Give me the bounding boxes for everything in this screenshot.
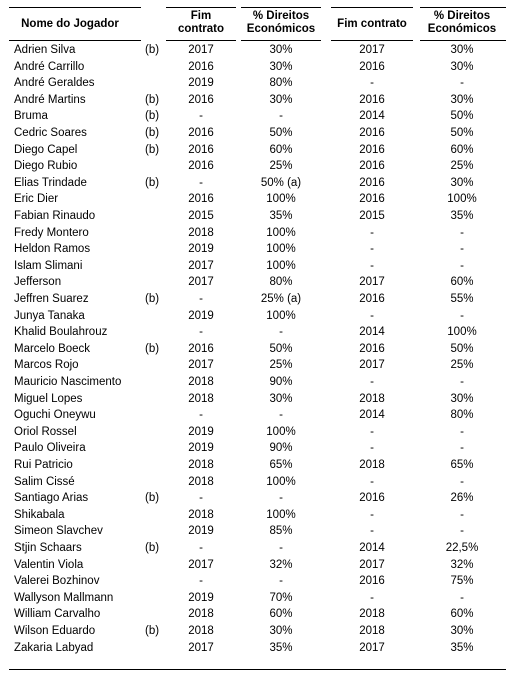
cell-fim2: 2016 — [359, 160, 385, 173]
cell-pct2: 30% — [450, 176, 474, 189]
cell-pct1: 35% — [269, 641, 293, 654]
cell-pct2: 30% — [450, 392, 474, 405]
cell-pct2: - — [460, 591, 464, 604]
cell-fim1: - — [199, 542, 203, 554]
cell-fim2: 2016 — [359, 127, 385, 139]
cell-pct1: 100% — [266, 193, 296, 206]
table-row — [0, 407, 523, 424]
cell-pct1: 50% — [269, 342, 293, 355]
cell-pct1: 100% — [266, 243, 296, 256]
table-row — [0, 142, 523, 159]
cell-pct2: - — [460, 442, 464, 455]
header-fim-contrato-2: Fim contrato — [337, 18, 407, 30]
cell-pct1: 30% — [269, 392, 293, 405]
cell-pct2: 50% — [450, 342, 474, 355]
cell-fim1: 2017 — [188, 558, 214, 571]
cell-fim2: 2014 — [359, 542, 385, 554]
cell-pct2: - — [460, 259, 464, 272]
cell-fim1: 2016 — [188, 143, 214, 156]
cell-fim2: 2016 — [359, 93, 385, 106]
cell-pct2: 35% — [450, 641, 474, 654]
cell-name: Diego Rubio — [14, 160, 78, 173]
cell-pct1: 100% — [266, 475, 296, 488]
table-row — [0, 540, 523, 557]
header-direitos-economicos-1 — [243, 10, 319, 36]
cell-fim1: 2018 — [188, 508, 214, 521]
table-row — [0, 291, 523, 308]
cell-name: Zakaria Labyad — [14, 641, 94, 654]
cell-name: Wallyson Mallmann — [14, 591, 114, 604]
cell-pct1: 80% — [269, 276, 293, 289]
cell-fim1: 2019 — [188, 309, 214, 322]
header-fim-contrato-1-line2: contrato — [178, 23, 224, 35]
cell-pct1: 30% — [269, 93, 293, 106]
cell-pct2: - — [460, 508, 464, 521]
cell-name: Oriol Rossel — [14, 425, 77, 438]
table-bottom-rule — [9, 669, 506, 670]
cell-fim2: 2018 — [359, 392, 385, 405]
cell-name: Khalid Boulahrouz — [14, 326, 108, 339]
cell-fim1: - — [199, 575, 203, 588]
table-row — [0, 42, 523, 59]
cell-pct2: 30% — [450, 60, 474, 73]
cell-pct2: - — [460, 475, 464, 488]
table-row — [0, 623, 523, 640]
cell-name: Fabian Rinaudo — [14, 210, 96, 222]
cell-name: André Geraldes — [14, 77, 95, 90]
header-direitos-economicos-1-line2: Económicos — [246, 23, 316, 35]
cell-pct2: 60% — [450, 143, 474, 156]
cell-fim1: - — [199, 409, 203, 422]
table-row — [0, 391, 523, 408]
table-row — [0, 523, 523, 540]
cell-fim1: - — [199, 176, 203, 189]
table-row — [0, 374, 523, 391]
cell-fim1: 2018 — [188, 392, 214, 405]
cell-pct1: - — [279, 110, 283, 123]
cell-note: (b) — [145, 143, 160, 156]
header-bottom-rule-name — [9, 40, 141, 41]
cell-name: Elias Trindade — [14, 176, 87, 189]
header-top-rule-pct1 — [241, 7, 321, 8]
table-row — [0, 573, 523, 590]
cell-name: Diego Capel — [14, 143, 78, 156]
cell-name: Islam Slimani — [14, 259, 83, 272]
cell-fim2: 2017 — [359, 558, 385, 571]
header-direitos-economicos-2 — [420, 10, 504, 36]
cell-name: Shikabala — [14, 508, 65, 521]
cell-fim2: 2016 — [359, 176, 385, 189]
cell-pct1: 25% — [269, 359, 293, 372]
cell-fim2: 2017 — [359, 44, 385, 56]
cell-fim2: - — [370, 259, 374, 272]
cell-fim2: 2016 — [359, 143, 385, 156]
cell-fim1: 2016 — [188, 60, 214, 73]
cell-pct2: 30% — [450, 44, 474, 56]
cell-pct2: 75% — [450, 575, 474, 588]
cell-fim1: 2018 — [188, 226, 214, 239]
cell-pct1: 100% — [266, 508, 296, 521]
cell-fim2: 2016 — [359, 342, 385, 355]
cell-name: André Carrillo — [14, 60, 85, 73]
cell-pct2: - — [460, 376, 464, 388]
table-row — [0, 75, 523, 92]
cell-pct1: 65% — [269, 459, 293, 471]
cell-pct1: 90% — [269, 442, 293, 455]
cell-note: (b) — [145, 44, 160, 56]
cell-pct1: 100% — [266, 309, 296, 322]
cell-pct2: 30% — [450, 93, 474, 106]
cell-fim2: - — [370, 591, 374, 604]
cell-note: (b) — [145, 492, 160, 505]
cell-pct2: 50% — [450, 110, 474, 123]
cell-pct1: 60% — [269, 608, 293, 621]
cell-pct1: 100% — [266, 425, 296, 438]
table-row — [0, 258, 523, 275]
table-row — [0, 108, 523, 125]
cell-fim1: 2016 — [188, 193, 214, 206]
cell-pct2: - — [460, 77, 464, 90]
cell-note: (b) — [145, 176, 160, 189]
cell-pct2: 60% — [450, 608, 474, 621]
cell-pct2: 60% — [450, 276, 474, 289]
cell-fim1: 2015 — [188, 210, 214, 222]
table-row — [0, 125, 523, 142]
cell-pct2: 35% — [450, 210, 474, 222]
cell-fim2: 2014 — [359, 326, 385, 339]
table-row — [0, 308, 523, 325]
cell-pct2: 22,5% — [445, 542, 479, 554]
header-bottom-rule-pct2 — [420, 40, 506, 41]
cell-fim2: 2017 — [359, 359, 385, 372]
cell-pct1: 70% — [269, 591, 293, 604]
table-row — [0, 59, 523, 76]
table-row — [0, 457, 523, 474]
table-row — [0, 357, 523, 374]
cell-fim1: 2019 — [188, 243, 214, 256]
cell-pct2: 32% — [450, 558, 474, 571]
cell-pct1: 32% — [269, 558, 293, 571]
cell-fim1: 2018 — [188, 608, 214, 621]
cell-fim1: - — [199, 293, 203, 305]
cell-pct1: 35% — [269, 210, 293, 222]
cell-note: (b) — [145, 93, 160, 106]
cell-name: Eric Dier — [14, 193, 59, 206]
cell-note: (b) — [145, 293, 160, 305]
cell-name: Valerei Bozhinov — [14, 575, 100, 588]
table-row — [0, 175, 523, 192]
cell-fim2: 2018 — [359, 625, 385, 637]
table-row — [0, 341, 523, 358]
cell-fim2: - — [370, 442, 374, 455]
cell-pct2: 30% — [450, 625, 474, 637]
header-direitos-economicos-1-line1: % Direitos — [252, 10, 310, 22]
cell-fim1: 2019 — [188, 77, 214, 90]
cell-fim2: 2016 — [359, 293, 385, 305]
table-row — [0, 324, 523, 341]
cell-fim1: 2018 — [188, 459, 214, 471]
cell-pct1: - — [279, 575, 283, 588]
cell-fim2: - — [370, 425, 374, 438]
cell-name: Adrien Silva — [14, 44, 76, 56]
cell-fim1: 2018 — [188, 625, 214, 637]
cell-fim1: 2018 — [188, 376, 214, 388]
table-row — [0, 191, 523, 208]
cell-pct2: 55% — [450, 293, 474, 305]
table-row — [0, 640, 523, 657]
cell-pct2: 50% — [450, 127, 474, 139]
cell-pct1: - — [279, 542, 283, 554]
cell-fim1: 2019 — [188, 442, 214, 455]
cell-fim2: 2014 — [359, 110, 385, 123]
cell-note: (b) — [145, 110, 160, 123]
cell-fim1: 2019 — [188, 425, 214, 438]
table-row — [0, 208, 523, 225]
cell-fim1: 2019 — [188, 591, 214, 604]
header-top-rule-fim2 — [331, 7, 413, 8]
cell-pct1: 50% (a) — [260, 176, 302, 189]
cell-name: Jefferson — [14, 276, 62, 289]
cell-name: André Martins — [14, 93, 86, 106]
cell-pct2: 26% — [450, 492, 474, 505]
cell-fim1: 2017 — [188, 259, 214, 272]
cell-name: Valentin Viola — [14, 558, 84, 571]
cell-fim1: 2019 — [188, 525, 214, 538]
cell-note: (b) — [145, 625, 160, 637]
table-row — [0, 557, 523, 574]
cell-fim1: 2017 — [188, 641, 214, 654]
cell-pct2: - — [460, 226, 464, 239]
cell-pct2: 25% — [450, 359, 474, 372]
header-direitos-economicos-2-line1: % Direitos — [433, 10, 491, 22]
cell-fim2: - — [370, 309, 374, 322]
table-row — [0, 474, 523, 491]
cell-name: Paulo Oliveira — [14, 442, 86, 455]
cell-name: Junya Tanaka — [14, 309, 85, 322]
cell-pct1: 100% — [266, 226, 296, 239]
cell-fim1: 2016 — [188, 93, 214, 106]
cell-fim2: 2014 — [359, 409, 385, 422]
table-row — [0, 158, 523, 175]
header-top-rule-pct2 — [420, 7, 506, 8]
table-row — [0, 507, 523, 524]
cell-fim2: 2016 — [359, 60, 385, 73]
cell-pct1: 80% — [269, 77, 293, 90]
cell-pct1: - — [279, 326, 283, 339]
cell-name: Jeffren Suarez — [14, 293, 89, 305]
cell-name: Heldon Ramos — [14, 243, 91, 256]
cell-pct2: - — [460, 309, 464, 322]
table-row — [0, 274, 523, 291]
cell-name: Cedric Soares — [14, 127, 87, 139]
cell-name: Stjin Schaars — [14, 542, 82, 554]
cell-fim1: 2016 — [188, 160, 214, 173]
cell-fim2: 2018 — [359, 608, 385, 621]
cell-fim1: 2017 — [188, 276, 214, 289]
cell-pct2: 100% — [447, 326, 477, 339]
cell-name: Miguel Lopes — [14, 392, 83, 405]
table-row — [0, 490, 523, 507]
cell-pct2: 65% — [450, 459, 474, 471]
cell-note: (b) — [145, 342, 160, 355]
cell-pct1: 100% — [266, 259, 296, 272]
cell-pct1: 25% (a) — [260, 293, 302, 305]
cell-fim2: 2015 — [359, 210, 385, 222]
cell-fim1: 2017 — [188, 359, 214, 372]
cell-pct1: 60% — [269, 143, 293, 156]
header-bottom-rule-fim1 — [166, 40, 236, 41]
cell-pct2: 100% — [447, 193, 477, 206]
cell-fim2: 2016 — [359, 492, 385, 505]
cell-fim2: 2016 — [359, 193, 385, 206]
cell-pct1: 25% — [269, 160, 293, 173]
cell-name: Santiago Arias — [14, 492, 89, 505]
header-top-rule-name — [9, 7, 141, 8]
cell-name: William Carvalho — [14, 608, 101, 621]
cell-name: Marcos Rojo — [14, 359, 79, 372]
cell-name: Fredy Montero — [14, 226, 89, 239]
cell-pct1: 30% — [269, 60, 293, 73]
cell-pct1: 50% — [269, 127, 293, 139]
cell-pct1: 90% — [269, 376, 293, 388]
cell-name: Oguchi Oneywu — [14, 409, 96, 422]
header-fim-contrato-1 — [168, 10, 234, 36]
cell-fim2: 2016 — [359, 575, 385, 588]
table-row — [0, 606, 523, 623]
cell-fim2: - — [370, 525, 374, 538]
cell-fim1: - — [199, 492, 203, 505]
cell-pct2: 80% — [450, 409, 474, 422]
table-row — [0, 241, 523, 258]
cell-pct1: 30% — [269, 625, 293, 637]
cell-fim2: - — [370, 376, 374, 388]
cell-note: (b) — [145, 127, 160, 139]
header-direitos-economicos-2-line2: Económicos — [427, 23, 497, 35]
table-row — [0, 424, 523, 441]
header-fim-contrato-1-line1: Fim — [190, 10, 212, 22]
cell-name: Bruma — [14, 110, 48, 123]
cell-fim2: - — [370, 508, 374, 521]
header-top-rule-fim1 — [166, 7, 236, 8]
cell-fim1: 2016 — [188, 342, 214, 355]
cell-fim2: - — [370, 77, 374, 90]
cell-pct2: - — [460, 425, 464, 438]
header-bottom-rule-fim2 — [331, 40, 413, 41]
cell-fim1: 2018 — [188, 475, 214, 488]
cell-name: Salim Cissé — [14, 475, 75, 488]
cell-pct1: - — [279, 492, 283, 505]
cell-fim2: 2017 — [359, 276, 385, 289]
table-row — [0, 590, 523, 607]
cell-fim2: - — [370, 475, 374, 488]
cell-fim1: 2017 — [188, 44, 214, 56]
cell-fim1: - — [199, 110, 203, 123]
cell-pct2: - — [460, 525, 464, 538]
cell-name: Simeon Slavchev — [14, 525, 103, 538]
cell-pct1: - — [279, 409, 283, 422]
cell-note: (b) — [145, 542, 160, 554]
header-player-name: Nome do Jogador — [21, 18, 119, 30]
cell-name: Marcelo Boeck — [14, 342, 91, 355]
cell-fim2: - — [370, 226, 374, 239]
cell-name: Wilson Eduardo — [14, 625, 96, 637]
cell-pct1: 30% — [269, 44, 293, 56]
cell-fim1: 2016 — [188, 127, 214, 139]
cell-fim1: - — [199, 326, 203, 339]
cell-pct1: 85% — [269, 525, 293, 538]
cell-pct2: 25% — [450, 160, 474, 173]
table-row — [0, 92, 523, 109]
cell-fim2: - — [370, 243, 374, 256]
cell-name: Rui Patricio — [14, 459, 73, 471]
cell-name: Mauricio Nascimento — [14, 376, 122, 388]
cell-pct2: - — [460, 243, 464, 256]
table-row — [0, 440, 523, 457]
cell-fim2: 2017 — [359, 641, 385, 654]
table-row — [0, 225, 523, 242]
header-bottom-rule-pct1 — [241, 40, 321, 41]
cell-fim2: 2018 — [359, 459, 385, 471]
